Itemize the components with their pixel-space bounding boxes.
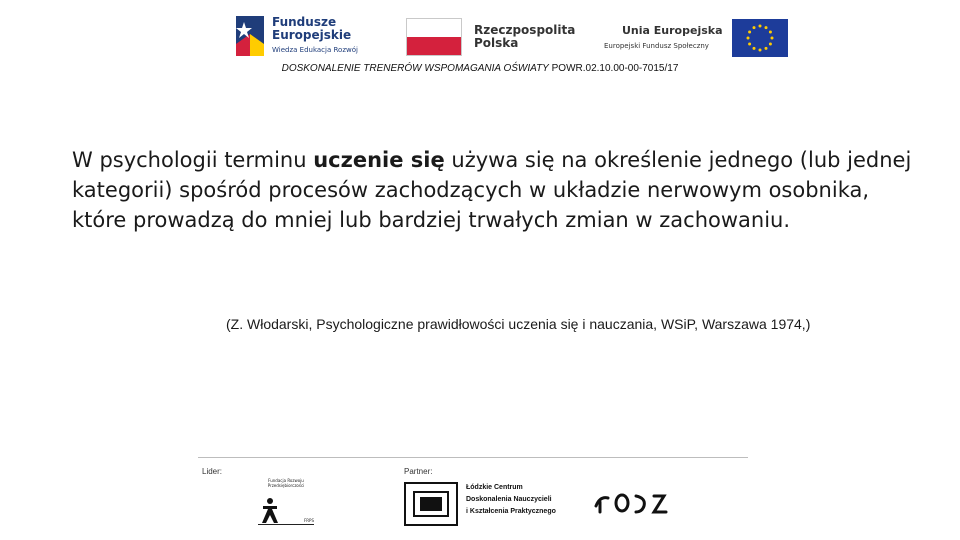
rzeczpospolita-polska-name: Rzeczpospolita Polska [474, 23, 576, 50]
project-title [0, 63, 960, 74]
lider-logo-baseline [258, 524, 314, 525]
logo-bar [234, 12, 790, 62]
lodz-city-logo-icon [592, 486, 672, 516]
unia-europejska-subtitle: Europejski Fundusz Społeczny [604, 42, 709, 50]
fundusze-europejskie-subtitle: Wiedza Edukacja Rozwój [272, 46, 358, 54]
partner-label: Partner: [404, 467, 433, 476]
rzeczpospolita-polska-logo [406, 18, 576, 58]
fundusze-europejskie-icon [234, 14, 266, 58]
partner-name: Łódzkie Centrum Doskonalenia Nauczycieli i Kształcenia Praktycznego [466, 484, 556, 515]
definition-term: uczenie się [313, 148, 445, 172]
lider-logo-abbr: FRPS [303, 518, 314, 523]
lcdnikp-emblem-icon [404, 482, 458, 526]
definition-text-start: W psychologii terminu [72, 148, 314, 172]
project-code: POWR.02.10.00-00-7015/17 [548, 63, 679, 74]
unia-europejska-logo [602, 18, 792, 58]
fundusze-europejskie-name: Fundusze Europejskie [272, 15, 352, 42]
lider-logo [256, 478, 316, 528]
eu-flag-icon [732, 19, 788, 57]
footer-divider [198, 457, 748, 458]
partner-logo-lcdnikp [404, 482, 564, 526]
lider-logo-text: Fundacja Rozwoju Przedsiębiorczości [267, 478, 305, 488]
lider-label: Lider: [202, 467, 223, 476]
project-name: DOSKONALENIE TRENERÓW WSPOMAGANIA OŚWIATY [281, 63, 549, 74]
definition-paragraph [72, 145, 912, 235]
definition-text-end: używa się na określenie jednego (lub jednej kategorii) spośród procesów zachodzących w układzie nerwowym osobnika, które prowadzą do mniej lub bardziej trwałych zmian w zachowaniu. [72, 148, 912, 232]
unia-europejska-name: Unia Europejska [622, 24, 723, 37]
walking-figure-icon [260, 498, 280, 524]
polish-flag-icon [406, 18, 462, 56]
citation: (Z. Włodarski, Psychologiczne prawidłowości uczenia się i nauczania, WSiP, Warszawa 1974,) [226, 316, 811, 332]
fundusze-europejskie-logo [234, 12, 374, 60]
